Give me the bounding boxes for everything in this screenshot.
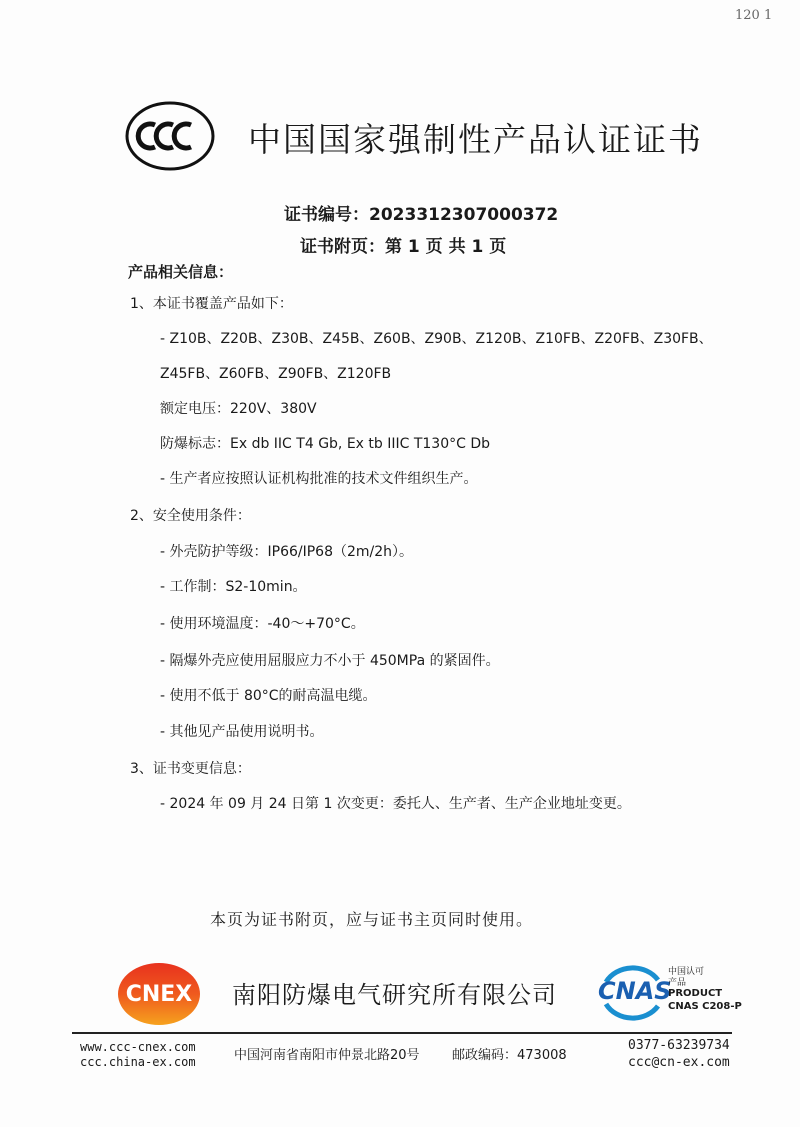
email: ccc@cn-ex.com — [628, 1055, 730, 1070]
product-models-line-1: - Z10B、Z20B、Z30B、Z45B、Z60B、Z90B、Z120B、Z10FB、Z20FB、Z30FB、 — [160, 331, 713, 347]
product-models-line-2: Z45FB、Z60FB、Z90FB、Z120FB — [160, 366, 392, 382]
rated-voltage: 额定电压：220V、380V — [160, 401, 317, 417]
section-2-heading: 2、安全使用条件： — [130, 508, 251, 524]
cnas-logo-text: CNAS — [598, 977, 672, 1005]
condition-duty: - 工作制：S2-10min。 — [160, 579, 307, 595]
cnas-line-2: 产品 — [668, 978, 687, 988]
certificate-number: 证书编号：2023312307000372 — [284, 205, 559, 225]
cnex-logo-text: CNEX — [125, 981, 193, 1007]
ccc-logo — [125, 101, 215, 171]
website-1: www.ccc-cnex.com — [80, 1040, 196, 1054]
footer-divider — [72, 1032, 732, 1034]
production-note: - 生产者应按照认证机构批准的技术文件组织生产。 — [160, 471, 478, 487]
explosion-proof-marking: 防爆标志：Ex db IIC T4 Gb, Ex tb IIIC T130°C Db — [160, 436, 491, 452]
condition-other: - 其他见产品使用说明书。 — [160, 724, 324, 740]
condition-temperature: - 使用环境温度：-40～+70°C。 — [160, 616, 365, 632]
section-1-heading: 1、本证书覆盖产品如下： — [130, 296, 293, 312]
attachment-page-info: 证书附页：第 1 页 共 1 页 — [300, 237, 507, 257]
cnas-logo — [596, 962, 776, 1022]
company-name: 南阳防爆电气研究所有限公司 — [232, 981, 557, 1009]
cnex-logo — [118, 963, 200, 1025]
handwritten-note: 120 1 — [735, 8, 773, 23]
condition-fasteners: - 隔爆外壳应使用屈服应力不小于 450MPa 的紧固件。 — [160, 653, 500, 669]
condition-protection: - 外壳防护等级：IP66/IP68（2m/2h）。 — [160, 544, 414, 560]
cnas-line-4: CNAS C208-P — [668, 1001, 742, 1012]
address: 中国河南省南阳市仲景北路20号 — [234, 1048, 420, 1063]
certificate-title: 中国国家强制性产品认证证书 — [248, 120, 703, 159]
cnas-line-1: 中国认可 — [668, 967, 705, 977]
cnas-line-3: PRODUCT — [668, 988, 723, 999]
change-record: - 2024 年 09 月 24 日第 1 次变更：委托人、生产者、生产企业地址变更。 — [160, 796, 631, 812]
section-heading: 产品相关信息： — [128, 263, 234, 281]
section-3-heading: 3、证书变更信息： — [130, 761, 251, 777]
phone: 0377-63239734 — [628, 1038, 730, 1053]
condition-cable: - 使用不低于 80°C的耐高温电缆。 — [160, 688, 377, 704]
attachment-footnote: 本页为证书附页，应与证书主页同时使用。 — [210, 910, 534, 929]
website-2: ccc.china-ex.com — [80, 1055, 196, 1069]
postcode: 邮政编码：473008 — [452, 1048, 567, 1063]
